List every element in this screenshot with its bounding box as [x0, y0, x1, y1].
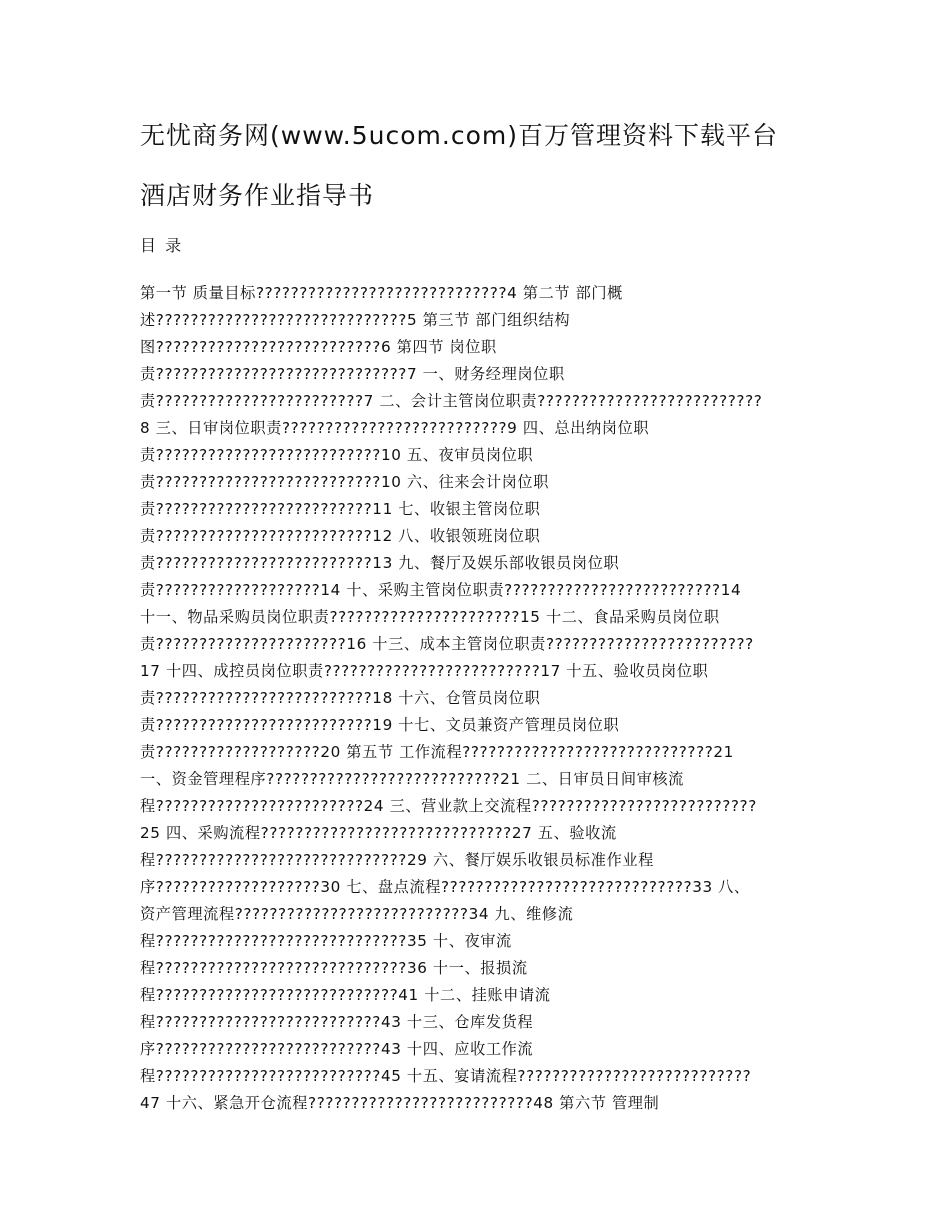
toc-line: 责?????????????????????????11 七、收银主管岗位职: [140, 500, 541, 518]
toc-line: 程?????????????????????????????29 六、餐厅娱乐收银员标准作业程: [140, 851, 654, 869]
toc-line: 责?????????????????????????19 十七、文员兼资产管理员岗位职: [140, 716, 620, 734]
toc-line: 述?????????????????????????????5 第三节 部门组织结构: [140, 311, 571, 329]
toc-line: 程??????????????????????????43 十三、仓库发货程: [140, 1013, 534, 1031]
header-title: 无忧商务网(www.5ucom.com)百万管理资料下载平台: [140, 121, 778, 150]
toc-line: 程?????????????????????????????35 十、夜审流: [140, 932, 512, 950]
toc-line: 一、资金管理程序???????????????????????????21 二、日审员日间审核流: [140, 770, 684, 788]
table-of-contents: [140, 280, 820, 1117]
toc-line: 25 四、采购流程?????????????????????????????27 五、验收流: [140, 824, 617, 842]
toc-line: 图??????????????????????????6 第四节 岗位职: [140, 338, 497, 356]
toc-line: 47 十六、紧急开仓流程??????????????????????????48 第六节 管理制: [140, 1094, 660, 1112]
toc-line: 责??????????????????????????10 六、往来会计岗位职: [140, 473, 550, 491]
toc-heading: 目 录: [140, 236, 184, 255]
toc-line: 序??????????????????????????43 十四、应收工作流: [140, 1040, 534, 1058]
toc-line: 责???????????????????14 十、采购主管岗位职责?????????????????????????14: [140, 581, 742, 599]
document-title: 酒店财务作业指导书: [140, 181, 375, 210]
toc-line: 责?????????????????????????12 八、收银领班岗位职: [140, 527, 541, 545]
toc-line: 8 三、日审岗位职责??????????????????????????9 四、总出纳岗位职: [140, 419, 650, 437]
toc-line: 程????????????????????????24 三、营业款上交流程??????????????????????????: [140, 797, 757, 815]
toc-line: 责?????????????????????????18 十六、仓管员岗位职: [140, 689, 541, 707]
toc-line: 责??????????????????????16 十三、成本主管岗位职责????????????????????????: [140, 635, 754, 653]
toc-line: 资产管理流程???????????????????????????34 九、维修流: [140, 905, 574, 923]
toc-line: 责?????????????????????????????7 一、财务经理岗位职: [140, 365, 565, 383]
toc-line: 17 十四、成控员岗位职责?????????????????????????17 十五、验收员岗位职: [140, 662, 709, 680]
toc-line: 程????????????????????????????41 十二、挂账申请流: [140, 986, 551, 1004]
toc-line: 程?????????????????????????????36 十一、报损流: [140, 959, 528, 977]
toc-line: 责???????????????????20 第五节 工作流程?????????????????????????????21: [140, 743, 734, 761]
toc-line: 责????????????????????????7 二、会计主管岗位职责??????????????????????????: [140, 392, 763, 410]
toc-line: 程??????????????????????????45 十五、宴请流程???????????????????????????: [140, 1067, 752, 1085]
toc-line: 十一、物品采购员岗位职责??????????????????????15 十二、食品采购员岗位职: [140, 608, 720, 626]
toc-line: 序???????????????????30 七、盘点流程?????????????????????????????33 八、: [140, 878, 750, 896]
toc-line: 第一节 质量目标?????????????????????????????4 第二节 部门概: [140, 284, 623, 302]
toc-line: 责?????????????????????????13 九、餐厅及娱乐部收银员岗位职: [140, 554, 620, 572]
toc-line: 责??????????????????????????10 五、夜审员岗位职: [140, 446, 534, 464]
